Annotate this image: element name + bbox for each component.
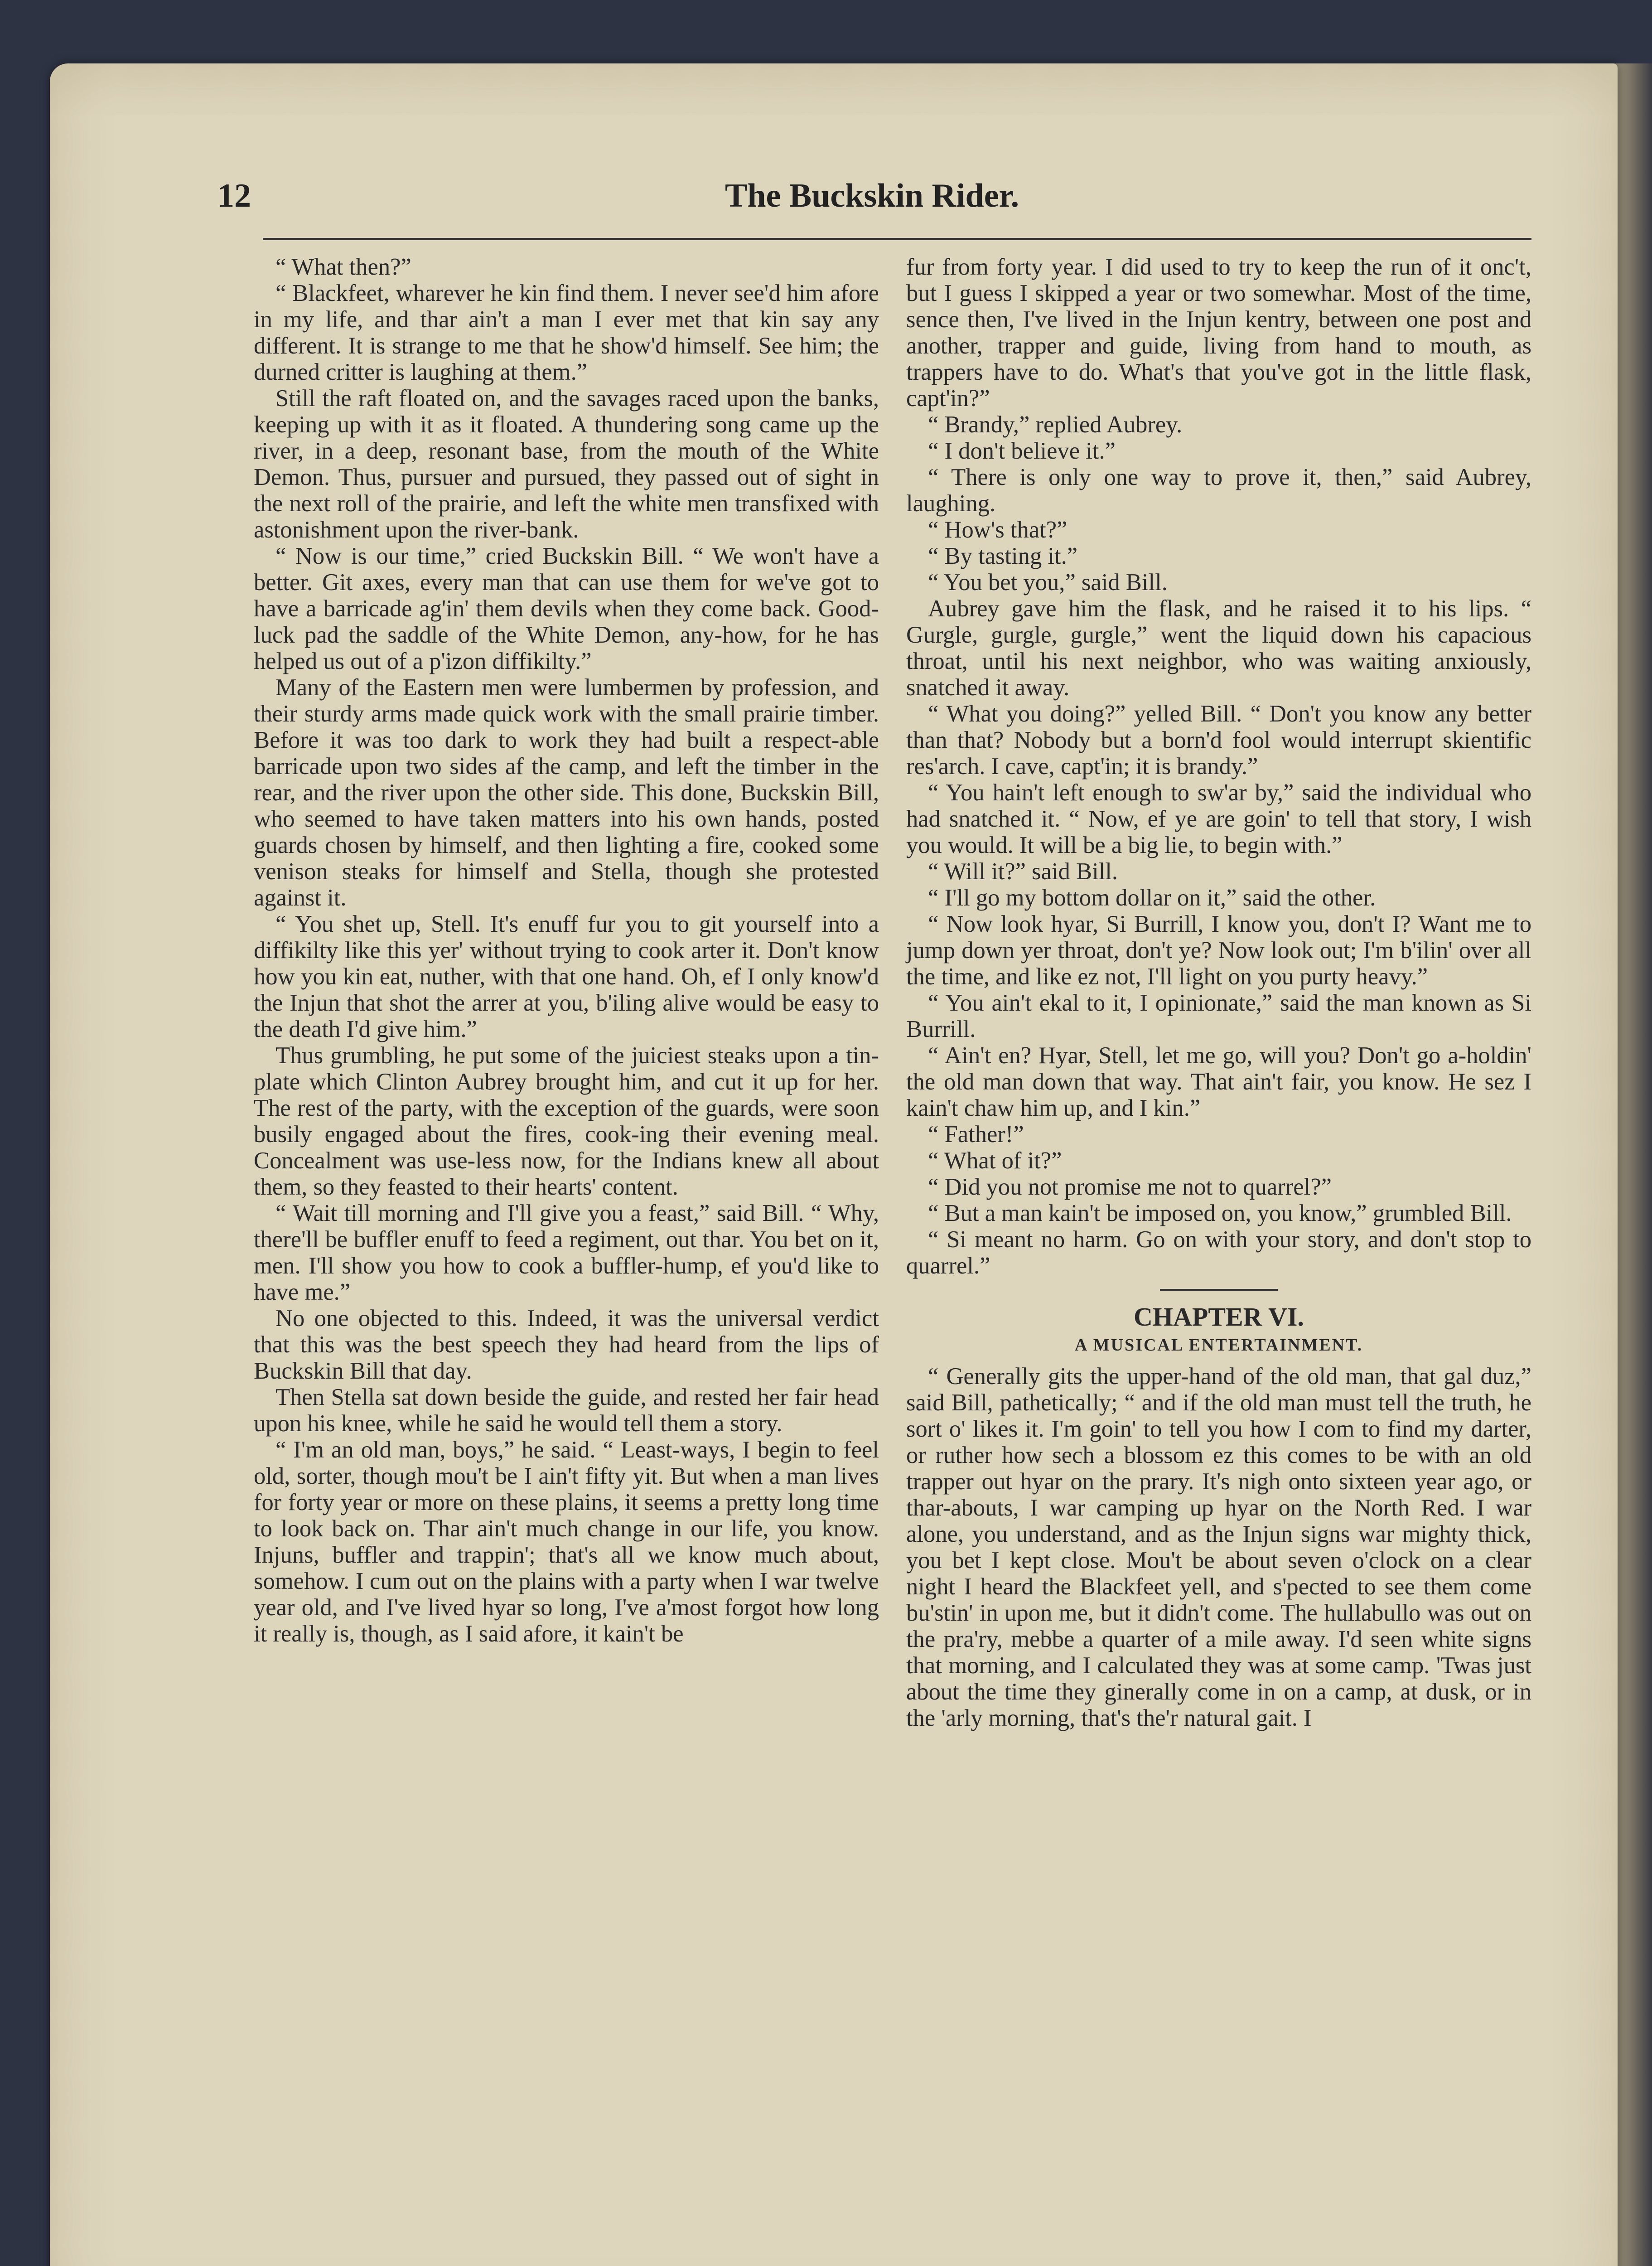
paragraph: “ You ain't ekal to it, I opinionate,” said the man known as Si Burrill. — [906, 990, 1531, 1042]
paragraph: “ By tasting it.” — [928, 543, 1078, 569]
paragraph: “ I don't believe it.” — [928, 438, 1116, 464]
paragraph: “ Now look hyar, Si Burrill, I know you, don't I? Want me to jump down yer throat, don't ye? Now look out; I'm b'ilin' over all the time, and like ez not, I'll light on you purty heavy.” — [906, 911, 1531, 990]
paragraph: fur from forty year. I did used to try to keep the run of it onc't, but I guess I skipped a year or two somewhar. Most of the time, sence then, I've lived in the Injun kentry, between one post and another, trapper and guide, living from hand to mouth, as trappers have to do. What's that you've got in the little flask, capt'in?” — [906, 254, 1531, 412]
paragraph: Then Stella sat down beside the guide, and rested her fair head upon his knee, while he said he would tell them a story. — [254, 1384, 879, 1437]
chapter-divider — [1160, 1289, 1278, 1291]
chapter-title: CHAPTER VI. — [1134, 1302, 1304, 1332]
running-title: The Buckskin Rider. — [725, 177, 1019, 214]
chapter-subtitle: A MUSICAL ENTERTAINMENT. — [1074, 1336, 1363, 1355]
paragraph: “ Brandy,” replied Aubrey. — [928, 412, 1183, 438]
left-column — [254, 254, 879, 1647]
paragraph: Many of the Eastern men were lumbermen by profession, and their sturdy arms made quick work with the small prairie timber. Before it was too dark to work they had built a respect-able barricade upon two sides af the camp, and left the timber in the rear, and the river upon the other side. This done, Buckskin Bill, who seemed to have taken matters into his own hands, posted guards chosen by himself, and then lighting a fire, cooked some venison steaks for himself and Stella, though she protested against it. — [254, 674, 879, 911]
paragraph: “ Si meant no harm. Go on with your story, and don't stop to quarrel.” — [906, 1226, 1531, 1279]
paragraph: “ Blackfeet, wharever he kin find them. I never see'd him afore in my life, and thar ain't a man I ever met that kin say any different. It is strange to me that he show'd himself. See him; the durned critter is laughing at them.” — [254, 280, 879, 385]
right-column — [906, 254, 1531, 1731]
paragraph: “ What you doing?” yelled Bill. “ Don't you know any better than that? Nobody but a born'd fool would interrupt skientific res'arch. I cave, capt'in; it is brandy.” — [906, 701, 1531, 780]
paragraph: “ How's that?” — [928, 517, 1068, 543]
paragraph: “ Did you not promise me not to quarrel?” — [928, 1174, 1332, 1200]
paragraph: No one objected to this. Indeed, it was the universal verdict that this was the best speech they had heard from the lips of Buckskin Bill that day. — [254, 1305, 879, 1384]
paragraph: Still the raft floated on, and the savages raced upon the banks, keeping up with it as it floated. A thundering song came up the river, in a deep, resonant base, from the mouth of the White Demon. Thus, pursuer and pursued, they passed out of sight in the next roll of the prairie, and left the white men transfixed with astonishment upon the river-bank. — [254, 385, 879, 543]
paragraph: “ Father!” — [928, 1121, 1024, 1148]
paragraph: “ What then?” — [275, 254, 411, 280]
paragraph: “ You shet up, Stell. It's enuff fur you to git yourself into a diffikilty like this yer' without trying to cook arter it. Don't know how you kin eat, nuther, with that one hand. Oh, ef I only know'd the Injun that shot the arrer at you, b'iling alive would be easy to the death I'd give him.” — [254, 911, 879, 1042]
paragraph: “ What of it?” — [928, 1148, 1062, 1174]
header-rule — [263, 238, 1531, 240]
paragraph: “ You hain't left enough to sw'ar by,” said the individual who had snatched it. “ Now, ef ye are goin' to tell that story, I wish you would. It will be a big lie, to begin with.” — [906, 780, 1531, 858]
paragraph: Thus grumbling, he put some of the juiciest steaks upon a tin-plate which Clinton Aubrey brought him, and cut it up for her. The rest of the party, with the exception of the guards, were soon busily engaged about the fires, cook-ing their evening meal. Concealment was use-less now, for the Indians knew all about them, so they feasted to their hearts' content. — [254, 1042, 879, 1200]
page-number: 12 — [217, 177, 251, 214]
paragraph: “ Now is our time,” cried Buckskin Bill. “ We won't have a better. Git axes, every man that can use them for we've got to have a barricade ag'in' them devils when they come back. Good-luck pad the saddle of the White Demon, any-how, for he has helped us out of a p'izon diffikilty.” — [254, 543, 879, 674]
paragraph: “ There is only one way to prove it, then,” said Aubrey, laughing. — [906, 464, 1531, 517]
paragraph: “ I'll go my bottom dollar on it,” said the other. — [928, 885, 1376, 911]
paragraph: “ I'm an old man, boys,” he said. “ Least-ways, I begin to feel old, sorter, though mou't be I ain't fifty yit. But when a man lives for forty year or more on these plains, it seems a pretty long time to look back on. Thar ain't much change in our life, you know. Injuns, buffler and trappin'; that's all we know much about, somehow. I cum out on the plains with a party when I war twelve year old, and I've lived hyar so long, I've a'most forgot how long it really is, though, as I said afore, it kain't be — [254, 1437, 879, 1647]
paragraph: “ But a man kain't be imposed on, you know,” grumbled Bill. — [928, 1200, 1512, 1226]
paragraph: “ You bet you,” said Bill. — [928, 569, 1168, 596]
paragraph: “ Wait till morning and I'll give you a feast,” said Bill. “ Why, there'll be buffler enuff to feed a regiment, out thar. You bet on it, men. I'll show you how to cook a buffler-hump, ef you'd like to have me.” — [254, 1200, 879, 1305]
page-header — [217, 177, 1531, 227]
paragraph: Aubrey gave him the flask, and he raised it to his lips. “ Gurgle, gurgle, gurgle,” went the liquid down his capacious throat, until his next neighbor, who was waiting anxiously, snatched it away. — [906, 596, 1531, 701]
paragraph: “ Generally gits the upper-hand of the old man, that gal duz,” said Bill, pathetically; “ and if the old man must tell the truth, he sort o' likes it. I'm goin' to tell you how I com to find my darter, or ruther how sech a blossom ez this comes to be with an old trapper out hyar on the prary. It's nigh onto sixteen year ago, or thar-abouts, I war camping up hyar on the North Red. I war alone, you understand, and as the Injun signs war mighty thick, you bet I kept close. Mou't be about seven o'clock on a clear night I heard the Blackfeet yell, and s'pected to see them come bu'stin' in upon me, but it didn't come. The hullabullo was out on the pra'ry, mebbe a quarter of a mile away. I'd seen white signs that morning, and I calculated they was at some camp. 'Twas just about the time they ginerally come in on a camp, at dusk, or in the 'arly morning, that's the'r natural gait. I — [906, 1363, 1531, 1731]
paragraph: “ Ain't en? Hyar, Stell, let me go, will you? Don't go a-holdin' the old man down that way. That ain't fair, you know. He sez I kain't chaw him up, and I kin.” — [906, 1042, 1531, 1121]
paragraph: “ Will it?” said Bill. — [928, 858, 1118, 885]
